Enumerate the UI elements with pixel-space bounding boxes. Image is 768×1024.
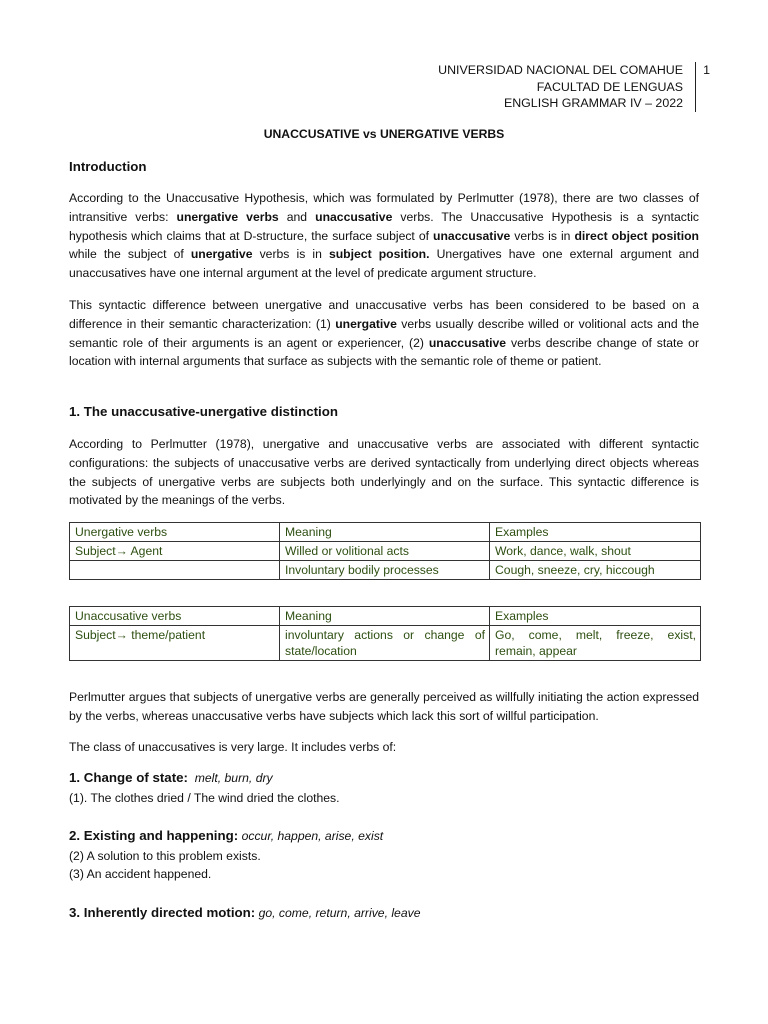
- list-item-label: 3. Inherently directed motion:: [69, 905, 256, 920]
- class-paragraph: The class of unaccusatives is very large. It includes verbs of:: [69, 740, 397, 754]
- table-row: [70, 561, 701, 580]
- text-run: verbs usually describe willed or volitional acts and the semantic role of their arguments is an agent or experiencer, (2): [69, 316, 699, 350]
- table-cell: Involuntary bodily processes: [280, 561, 490, 580]
- header-university: UNIVERSIDAD NACIONAL DEL COMAHUE: [438, 63, 683, 77]
- table-cell: involuntary actions or change of state/location: [280, 626, 490, 661]
- document-title: UNACCUSATIVE vs UNERGATIVE VERBS: [263, 127, 505, 141]
- text-run: verbs is in: [252, 247, 329, 262]
- table-row: [70, 626, 701, 661]
- table-row: [70, 542, 701, 561]
- section-1-paragraph: According to Perlmutter (1978), unergative and unaccusative verbs are associated with different syntactic configurations: the subjects of unaccusative verbs are derived syntactically from underlying direct objects whereas the subjects of unergative verbs are subjects both underlyingly and on the surface. This syntactic difference is motivated by the meanings of the verbs.: [69, 437, 699, 508]
- list-item: [69, 769, 699, 788]
- bold-run: unaccusative: [433, 228, 511, 243]
- list-item-verbs: go, come, return, arrive, leave: [258, 906, 421, 920]
- example-line: (3) An accident happened.: [69, 867, 212, 881]
- unergative-table: [69, 522, 701, 580]
- table-cell: Subject→ theme/patient: [70, 626, 280, 661]
- perlmutter-paragraph: Perlmutter argues that subjects of unergative verbs are generally perceived as willfully initiating the action expressed by the verbs, whereas unaccusative verbs have subjects which lack this sort of willful participation.: [69, 690, 699, 723]
- bold-run: unaccusative: [428, 335, 507, 350]
- table-cell: Cough, sneeze, cry, hiccough: [490, 561, 701, 580]
- section-1-heading: 1. The unaccusative-unergative distinction: [69, 404, 338, 419]
- table-header-cell: Examples: [490, 607, 701, 626]
- table-header-cell: Unaccusative verbs: [70, 607, 280, 626]
- text-run: This syntactic difference between unergative and unaccusative verbs has been considered to be based on a difference in their semantic characterization: (1): [69, 298, 699, 331]
- intro-paragraph-2: [69, 296, 699, 371]
- bold-run: unergative: [335, 316, 397, 331]
- table-cell: Willed or volitional acts: [280, 542, 490, 561]
- text-run: and: [278, 209, 316, 224]
- table-header-row: [70, 607, 701, 626]
- text-run: verbs is in: [510, 228, 575, 243]
- bold-run: direct object position: [574, 228, 699, 243]
- text-run: while the subject of: [69, 247, 191, 262]
- table-cell: Go, come, melt, freeze, exist, remain, appear: [490, 626, 701, 661]
- page-number: 1: [703, 63, 710, 77]
- list-item: [69, 904, 699, 923]
- table-header-cell: Examples: [490, 523, 701, 542]
- header-text: [438, 62, 696, 112]
- list-item-label: 2. Existing and happening:: [69, 828, 239, 843]
- table-header-cell: Unergative verbs: [70, 523, 280, 542]
- list-item-verbs: melt, burn, dry: [194, 771, 273, 785]
- table-header-cell: Meaning: [280, 607, 490, 626]
- text-run: verbs describe change of state or location with internal arguments that surface as subjects with the semantic role of theme or patient.: [69, 335, 700, 369]
- bold-run: unergative: [190, 247, 253, 262]
- unaccusative-table: [69, 606, 701, 661]
- text-run: verbs. The Unaccusative Hypothesis is a syntactic hypothesis which claims that at D-structure, the surface subject of: [69, 209, 700, 243]
- example-line: (2) A solution to this problem exists.: [69, 849, 261, 863]
- list-item-verbs: occur, happen, arise, exist: [241, 829, 384, 843]
- example-line: (1). The clothes dried / The wind dried the clothes.: [69, 791, 340, 805]
- table-header-cell: Meaning: [280, 523, 490, 542]
- header-faculty: FACULTAD DE LENGUAS: [536, 79, 683, 94]
- list-item: [69, 827, 699, 846]
- text-run: Unergatives have one external argument and unaccusatives have one internal argument at the level of predicate argument structure.: [69, 247, 699, 281]
- table-cell: Subject→ Agent: [70, 542, 280, 561]
- list-item-label: 1. Change of state:: [69, 770, 188, 785]
- page-header: [438, 62, 710, 112]
- table-cell: [70, 561, 280, 580]
- bold-run: subject position.: [328, 247, 430, 262]
- header-course: ENGLISH GRAMMAR IV – 2022: [503, 96, 683, 110]
- bold-run: unaccusative: [315, 209, 393, 224]
- table-header-row: [70, 523, 701, 542]
- text-run: According to the Unaccusative Hypothesis, which was formulated by Perlmutter (1978), there are two classes of intransitive verbs:: [69, 191, 699, 224]
- intro-paragraph-1: [69, 189, 699, 283]
- intro-heading: Introduction: [69, 159, 147, 174]
- table-cell: Work, dance, walk, shout: [490, 542, 701, 561]
- bold-run: unergative verbs: [176, 209, 279, 224]
